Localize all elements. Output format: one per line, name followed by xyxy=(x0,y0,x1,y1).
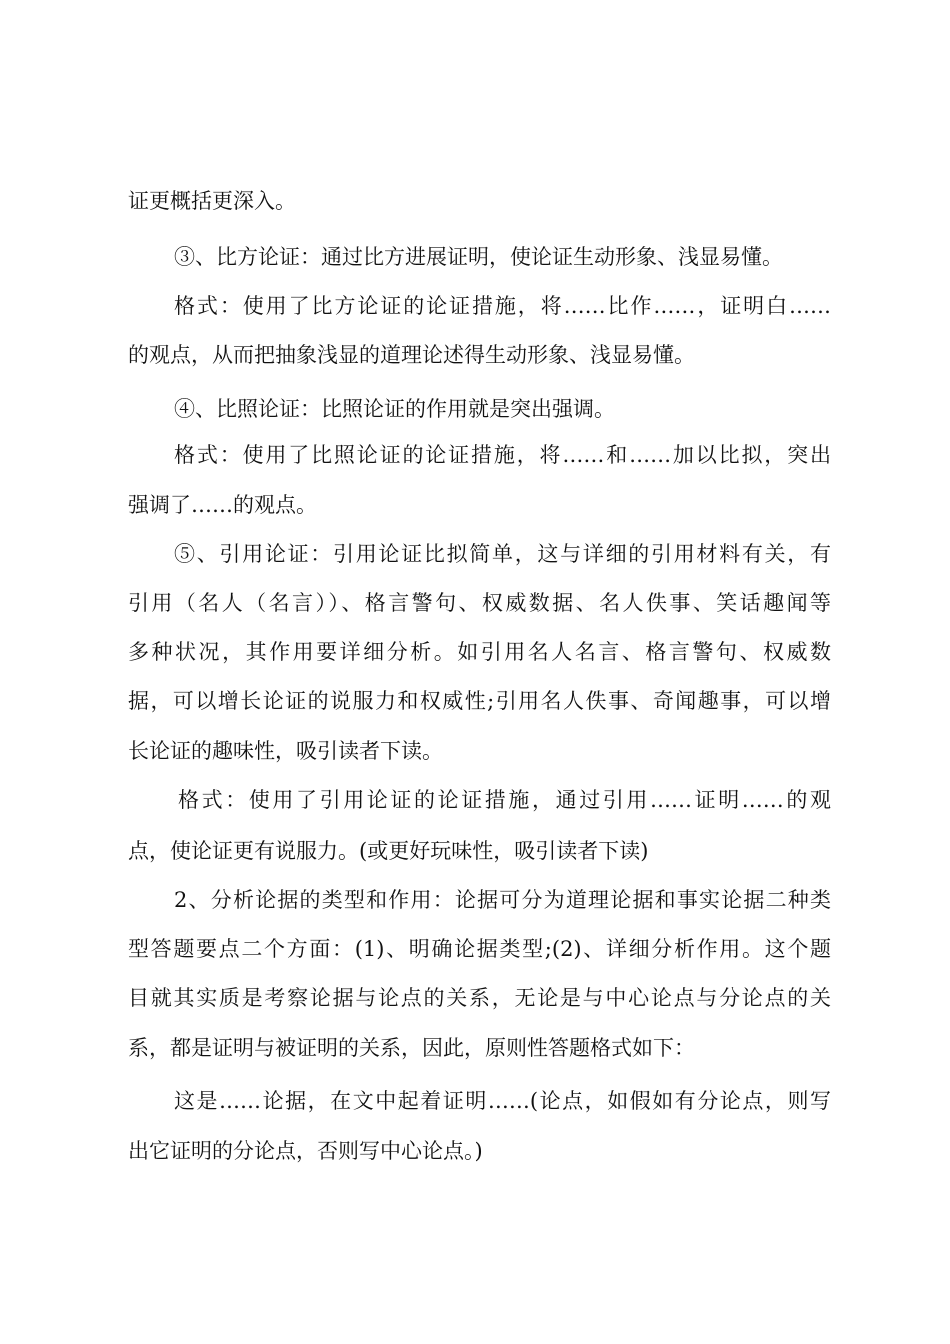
paragraph-line: 目就其实质是考察论据与论点的关系，无论是与中心论点与分论点的关 xyxy=(128,986,831,1010)
paragraph-line: 2、分析论据的类型和作用：论据可分为道理论据和事实论据二种类 xyxy=(174,888,831,912)
paragraph-line: ⑤、引用论证：引用论证比拟简单，这与详细的引用材料有关，有 xyxy=(174,542,831,566)
paragraph-line: 强调了……的观点。 xyxy=(128,493,317,517)
paragraph-line: 多种状况，其作用要详细分析。如引用名人名言、格言警句、权威数 xyxy=(128,640,831,664)
paragraph-line: 型答题要点二个方面：(1)、明确论据类型;(2)、详细分析作用。这个题 xyxy=(128,937,831,961)
paragraph-line: ④、比照论证：比照论证的作用就是突出强调。 xyxy=(174,397,615,421)
paragraph-line: 证更概括更深入。 xyxy=(128,189,296,213)
paragraph-line: 系，都是证明与被证明的关系，因此，原则性答题格式如下： xyxy=(128,1036,695,1060)
paragraph-line: 出它证明的分论点，否则写中心论点。) xyxy=(128,1139,483,1163)
paragraph-line: 点，使论证更有说服力。(或更好玩味性，吸引读者下读) xyxy=(128,839,649,863)
paragraph-line: 据，可以增长论证的说服力和权威性;引用名人佚事、奇闻趣事，可以增 xyxy=(128,689,831,713)
paragraph-line: 格式：使用了比照论证的论证措施，将……和……加以比拟，突出 xyxy=(174,443,831,467)
paragraph-line: 这是……论据，在文中起着证明……(论点，如假如有分论点，则写 xyxy=(174,1089,831,1113)
paragraph-line: 的观点，从而把抽象浅显的道理论述得生动形象、浅显易懂。 xyxy=(128,343,695,367)
paragraph-line: 格式：使用了比方论证的论证措施，将……比作……，证明白…… xyxy=(174,294,831,318)
paragraph-line: ③、比方论证：通过比方进展证明，使论证生动形象、浅显易懂。 xyxy=(174,245,783,269)
paragraph-line: 长论证的趣味性，吸引读者下读。 xyxy=(128,739,443,763)
paragraph-line: 格式：使用了引用论证的论证措施，通过引用……证明……的观 xyxy=(178,788,831,812)
paragraph-line: 引用（名人（名言））、格言警句、权威数据、名人佚事、笑话趣闻等 xyxy=(128,591,831,615)
